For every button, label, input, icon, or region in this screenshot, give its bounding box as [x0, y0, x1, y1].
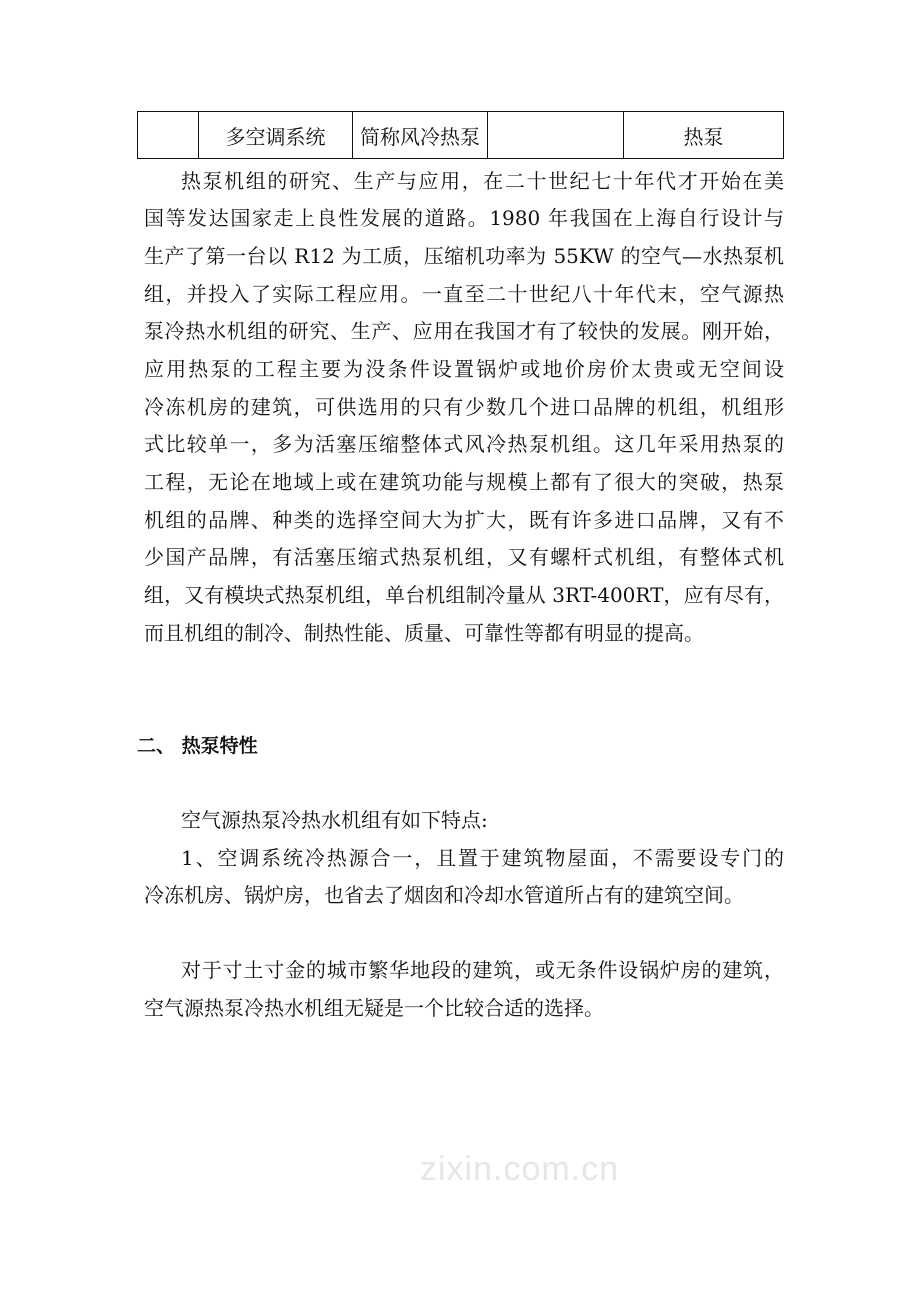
text-line: 冷冻机房、锅炉房，也省去了烟囱和冷却水管道所占有的建筑空间。: [144, 883, 744, 907]
text-line: 工程，无论在地域上或在建筑功能与规模上都有了很大的突破，热泵: [144, 470, 784, 494]
text-line: 组，又有模块式热泵机组，单台机组制冷量从 3RT-400RT，应有尽有，: [144, 583, 784, 607]
text-line: 热泵机组的研究、生产与应用，在二十世纪七十年代才开始在美: [181, 169, 784, 193]
text-line: 泵冷热水机组的研究、生产、应用在我国才有了较快的发展。刚开始，: [144, 319, 784, 343]
table-cell: 热泵: [624, 112, 784, 159]
table-row: [138, 112, 784, 159]
text-line: 生产了第一台以 R12 为工质，压缩机功率为 55KW 的空气—水热泵机: [144, 244, 784, 268]
text-line: 冷冻机房的建筑，可供选用的只有少数几个进口品牌的机组，机组形: [144, 395, 784, 419]
table-cell: 简称风冷热泵: [353, 112, 488, 159]
table-cell: [488, 112, 624, 159]
text-line: 应用热泵的工程主要为没条件设置锅炉或地价房价太贵或无空间设: [144, 357, 784, 381]
text-line: 1、空调系统冷热源合一，且置于建筑物屋面，不需要设专门的: [181, 846, 784, 870]
intro-text: 空气源热泵冷热水机组有如下特点:: [181, 808, 488, 832]
text-line: 式比较单一，多为活塞压缩整体式风冷热泵机组。这几年采用热泵的: [144, 432, 784, 456]
summary-table: [137, 111, 784, 159]
watermark: zixin.com.cn: [420, 1150, 620, 1188]
text-line: 组，并投入了实际工程应用。一直至二十世纪八十年代末，空气源热: [144, 282, 784, 306]
text-line: 对于寸土寸金的城市繁华地段的建筑，或无条件设锅炉房的建筑，: [181, 958, 784, 982]
text-line: 机组的品牌、种类的选择空间大为扩大，既有许多进口品牌，又有不: [144, 508, 784, 532]
text-line: 空气源热泵冷热水机组无疑是一个比较合适的选择。: [144, 996, 604, 1020]
table-cell: 多空调系统: [199, 112, 353, 159]
table-cell: [138, 112, 199, 159]
section-heading: 二、 热泵特性: [137, 735, 258, 757]
text-line: 国等发达国家走上良性发展的道路。1980 年我国在上海自行设计与: [144, 206, 784, 230]
text-line: 少国产品牌，有活塞压缩式热泵机组，又有螺杆式机组，有整体式机: [144, 545, 784, 569]
text-line: 而且机组的制冷、制热性能、质量、可靠性等都有明显的提高。: [144, 621, 704, 645]
